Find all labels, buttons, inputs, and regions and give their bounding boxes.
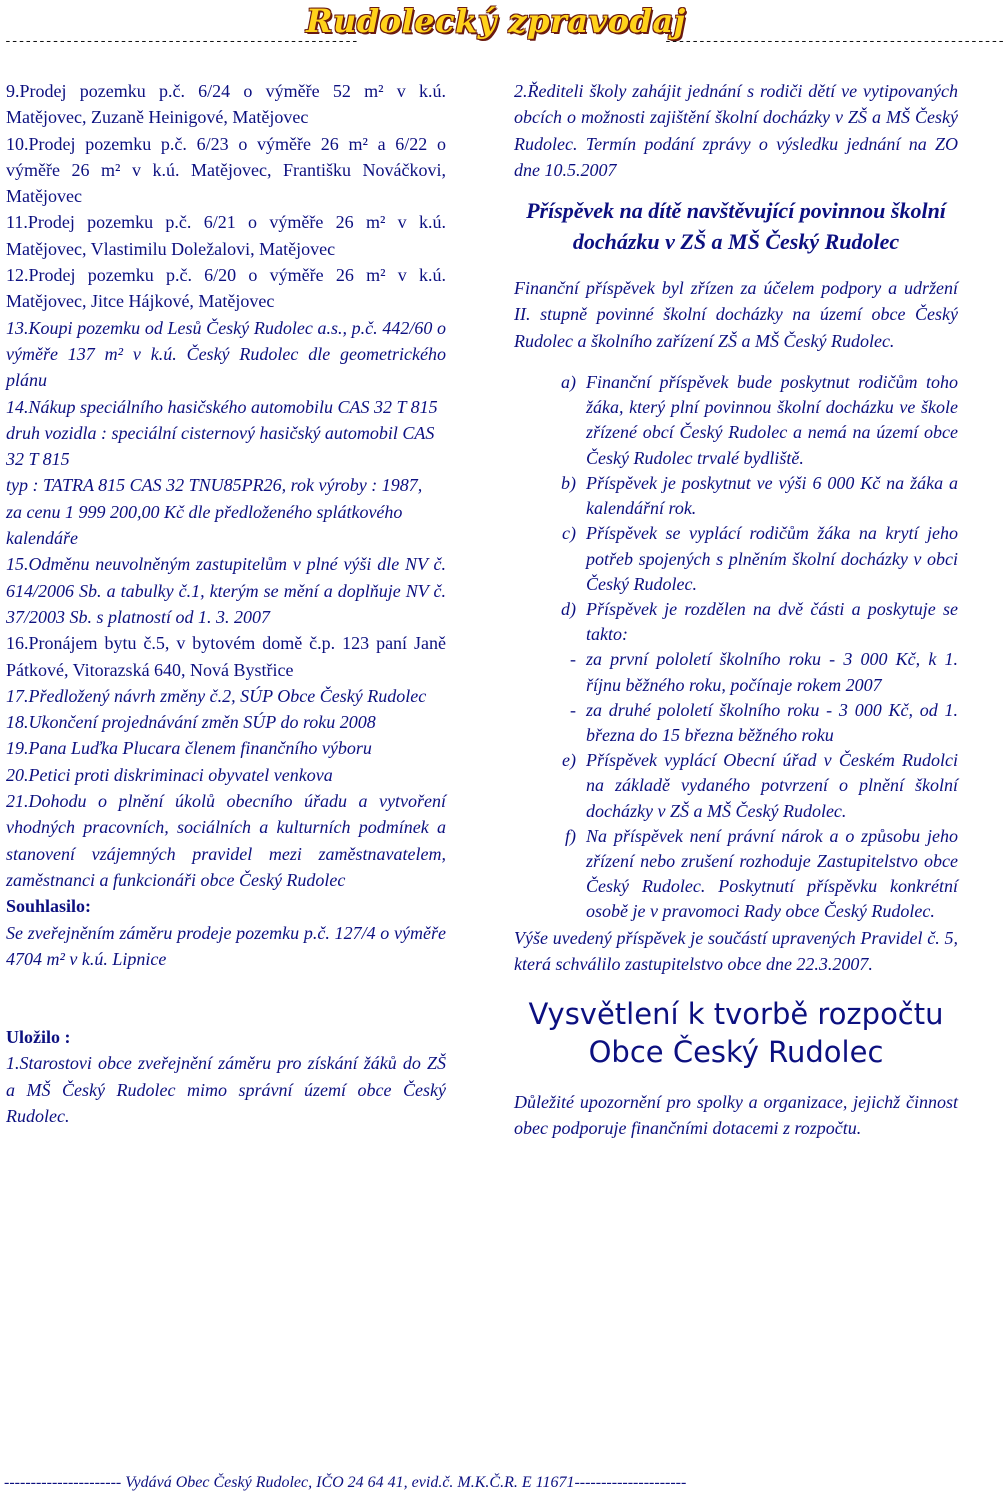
resolution-item: 11.Prodej pozemku p.č. 6/21 o výměře 26 m² v k.ú. Matějovec, Vlastimilu Doležalovi, Matějovec [6,212,446,259]
list-marker: d) [561,598,576,619]
school-task-text: 2.Řediteli školy zahájit jednání s rodiči dětí ve vytipovaných obcích o možnosti zajištění školní docházky v ZŠ a MŠ Český Rudolec. Termín podání zprávy o výsledku jednání na ZO dne 10.5.2007 [514,81,958,180]
list-text: za první pololetí školního roku - 3 000 Kč, k 1. říjnu běžného roku, počínaje rokem 2007 [586,649,958,695]
list-item [514,597,958,647]
resolution-item: 21.Dohodu o plnění úkolů obecního úřadu a vytvoření vhodných pracovních, sociálních a kulturních podmínek a stanovení vzájemných pravidel mezi zaměstnavatelem, zaměstnanci a funkcionáři obce Český Rudolec [6,791,446,890]
resolution-item: typ : TATRA 815 CAS 32 TNU85PR26, rok výroby : 1987, [6,475,423,496]
list-marker: - [570,649,576,670]
resolution-item: 12.Prodej pozemku p.č. 6/20 o výměře 26 m² v k.ú. Matějovec, Jitce Hájkové, Matějovec [6,265,446,312]
list-text: za druhé pololetí školního roku - 3 000 Kč, od 1. března do 15 března běžného roku [586,699,958,745]
list-marker: b) [561,472,576,493]
list-text: Příspěvek je poskytnut ve výši 6 000 Kč na žáka a kalendářní rok. [586,472,958,519]
right-column [514,78,958,1142]
page-header [0,0,1004,52]
resolution-item: druh vozidla : speciální cisternový hasičský automobil CAS 32 T 815 [6,422,435,470]
resolution-item: 16.Pronájem bytu č.5, v bytovém domě č.p. 123 paní Janě Pátkové, Vitorazská 640, Nová Bystřice [6,633,446,680]
resolution-item: za cenu 1 999 200,00 Kč dle předloženého splátkového kalendáře [6,501,403,549]
contribution-rules-list [514,370,958,924]
resolution-item: 18.Ukončení projednávání změn SÚP do roku 2008 [6,712,376,733]
left-column [6,78,446,1129]
list-text: Příspěvek se vyplácí rodičům žáka na krytí jeho potřeb spojených s plněním školní docházky v obci Český Rudolec. [586,523,958,594]
list-item [514,824,958,925]
ulozilo-heading: Uložilo : [6,1027,71,1048]
resolution-list [6,78,446,893]
resolution-item: 13.Koupi pozemku od Lesů Český Rudolec a.s., p.č. 442/60 o výměře 137 m² v k.ú. Český Rudolec dle geometrického plánu [6,317,446,391]
header-rule-left: ---------------------------------------------------- [4,34,358,49]
resolution-item: 20.Petici proti diskriminaci obyvatel venkova [6,764,333,785]
list-item [514,647,958,697]
resolution-item: 15.Odměnu neuvolněným zastupitelům v plné výši dle NV č. 614/2006 Sb. a tabulky č.1, kterým se mění a doplňuje NV č. 37/2003 Sb. s platností od 1. 3. 2007 [6,554,446,627]
list-marker: - [570,699,576,720]
list-text: Na příspěvek není právní nárok a o způsobu jeho zřízení nebo zrušení rozhoduje Zastupitelstvo obce Český Rudolec. Poskytnutí příspěvku konkrétní osobě je v pravomoci Rady obce Český Rudolec. [586,825,958,922]
list-marker: c) [562,523,576,544]
list-item [514,698,958,748]
resolution-item: 9.Prodej pozemku p.č. 6/24 o výměře 52 m² v k.ú. Matějovec, Zuzaně Heinigové, Matějovec [6,81,446,128]
list-item [514,521,958,597]
page-footer: ---------------------- Vydává Obec Český Rudolec, IČO 24 64 41, evid.č. M.K.Č.R. E 11671--------------------- [4,1474,687,1491]
resolution-item: 19.Pana Luďka Plucara členem finančního výboru [6,738,372,759]
resolution-item: 10.Prodej pozemku p.č. 6/23 o výměře 26 m² a 6/22 o výměře 26 m² v k.ú. Matějovec, Františku Nováčkovi, Matějovec [6,133,446,207]
list-text: Finanční příspěvek bude poskytnut rodičům toho žáka, který plní povinnou školní docházku ve škole zřízené obcí Český Rudolec a nemá na území obce Český Rudolec trvalé bydliště. [586,372,958,468]
list-item [514,471,958,521]
contribution-paragraph: Finanční příspěvek byl zřízen za účelem podpory a udržení II. stupně povinné školní docházky na území obce Český Rudolec a školního zařízení ZŠ a MŠ Český Rudolec. [514,278,958,351]
spacer [6,972,446,998]
souhlasilo-heading: Souhlasilo: [6,896,92,917]
list-marker: a) [561,372,576,393]
ulozilo-text: 1.Starostovi obce zveřejnění záměru pro získání žáků do ZŠ a MŠ Český Rudolec mimo správní území obce Český Rudolec. [6,1053,446,1126]
list-text: Příspěvek je rozdělen na dvě části a poskytuje se takto: [586,598,958,645]
contribution-headline: Příspěvek na dítě navštěvující povinnou školní docházku v ZŠ a MŠ Český Rudolec [526,198,946,255]
header-rule-right: -------------------------------------------------- [664,34,1004,49]
list-marker: e) [562,750,576,771]
budget-notice: Důležité upozornění pro spolky a organizace, jejichž činnost obec podporuje finančními dotacemi z rozpočtu. [514,1092,958,1139]
budget-section-heading: Vysvětlení k tvorbě rozpočtu Obce Český Rudolec [528,997,944,1070]
list-text: Příspěvek vyplácí Obecní úřad v Českém Rudolci na základě vydaného potvrzení o plnění školní docházky v ZŠ a MŠ Český Rudolec. [586,750,958,821]
resolution-item: 17.Předložený návrh změny č.2, SÚP Obce Český Rudolec [6,685,427,706]
closing-paragraph: Výše uvedený příspěvek je součástí upravených Pravidel č. 5, která schválilo zastupitelstvo obce dne 22.3.2007. [514,927,958,974]
souhlasilo-text: Se zveřejněním záměru prodeje pozemku p.č. 127/4 o výměře 4704 m² v k.ú. Lipnice [6,922,446,969]
list-item [514,370,958,471]
list-item [514,748,958,824]
spacer [6,998,446,1024]
resolution-item: 14.Nákup speciálního hasičského automobilu CAS 32 T 815 [6,396,438,417]
newsletter-title: Rudolecký zpravodaj [306,2,686,40]
list-marker: f) [565,825,576,846]
